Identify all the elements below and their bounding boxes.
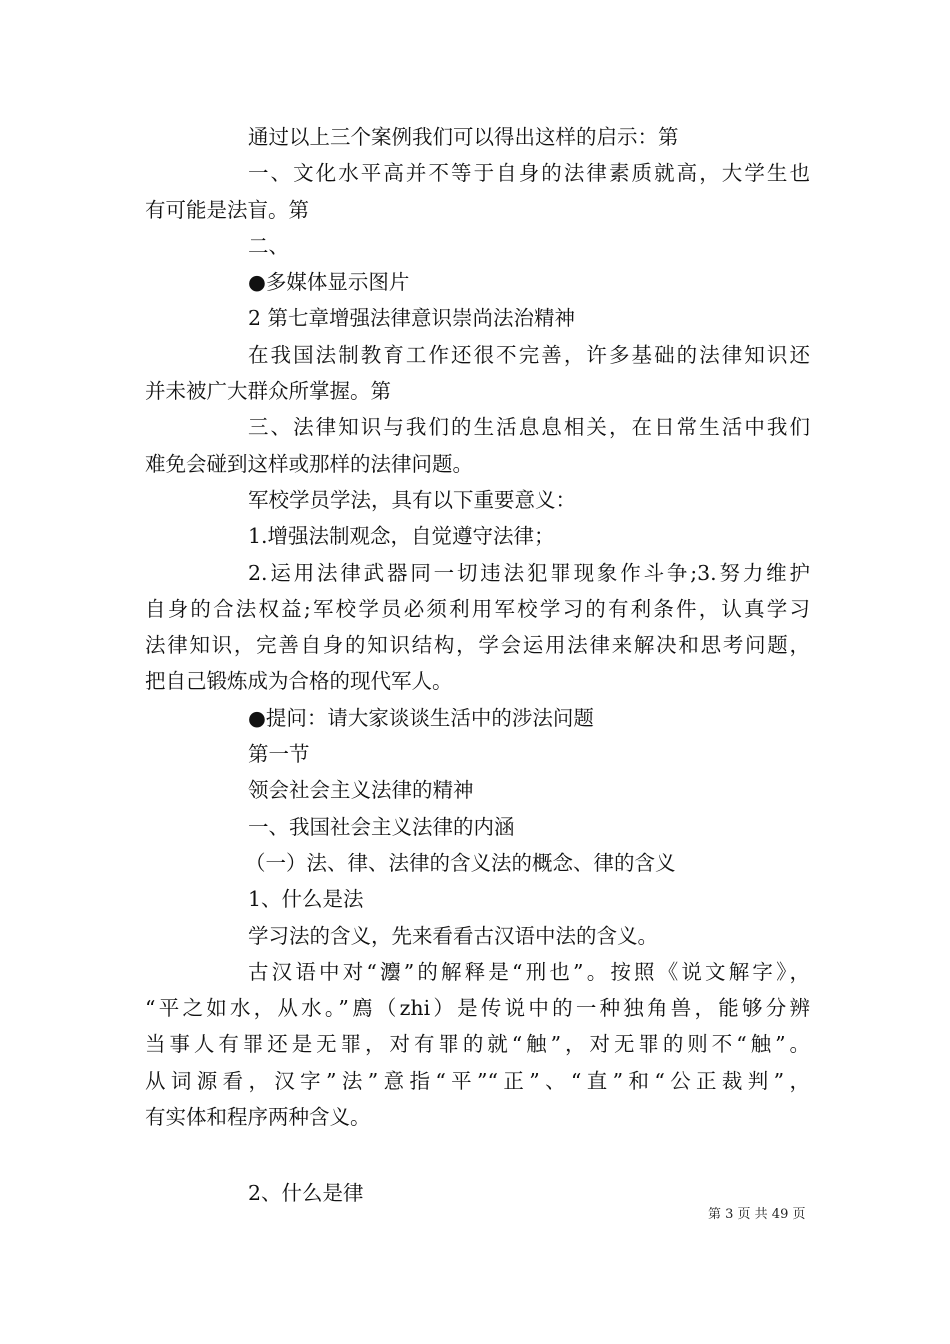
text-line: 有实体和程序两种含义。 [145,1105,371,1130]
text-line: 在我国法制教育工作还很不完善，许多基础的法律知识还 [248,342,810,367]
subsection-heading: 一、我国社会主义法律的内涵 [248,814,515,839]
section-heading: 第一节 [248,742,310,767]
text-line: 当事人有罪还是无罪，对有罪的就“触”，对无罪的则不“触”。 [145,1032,810,1057]
paragraph-gap [145,1135,810,1175]
section-title: 领会社会主义法律的精神 [248,778,474,803]
text-line: “平之如水，从水。”廌（zhi）是传说中的一种独角兽，能够分辨 [145,996,810,1021]
text-line: 二、 [248,233,289,258]
text-line: 自身的合法权益;军校学员必须利用军校学习的有利条件，认真学习 [145,596,810,621]
text-line: 1.增强法制观念，自觉遵守法律； [248,524,555,549]
text-line: 军校学员学法，具有以下重要意义： [248,487,576,512]
subsection-heading: （一）法、律、法律的含义法的概念、律的含义 [245,850,676,875]
page-number-footer: 第 3 页 共 49 页 [708,1207,806,1222]
text-line: ●多媒体显示图片 [248,270,410,295]
text-line: 并未被广大群众所掌握。第 [145,379,391,404]
text-line: 学习法的含义，先来看看古汉语中法的含义。 [248,923,658,948]
text-line: 一、文化水平高并不等于自身的法律素质就高，大学生也 [248,161,810,186]
subsection-heading: 1、什么是法 [248,887,364,912]
text-line: 从词源看，汉字”法”意指“平”“正”、“直”和“公正裁判”， [145,1068,810,1093]
text-line: 有可能是法盲。第 [145,197,309,222]
text-line: 通过以上三个案例我们可以得出这样的启示：第 [248,125,679,149]
text-line: ●提问：请大家谈谈生活中的涉法问题 [248,705,594,730]
text-line: 把自己锻炼成为合格的现代军人。 [145,669,453,694]
document-body [145,119,810,1212]
subsection-heading: 2、什么是律 [248,1181,364,1206]
text-line: 古汉语中对“灋”的解释是“刑也”。按照《说文解字》， [248,959,810,984]
text-line: 2 第七章增强法律意识崇尚法治精神 [248,306,576,331]
text-line: 三、法律知识与我们的生活息息相关，在日常生活中我们 [248,415,810,440]
text-line: 难免会碰到这样或那样的法律问题。 [145,451,473,476]
text-line: 2.运用法律武器同一切违法犯罪现象作斗争;3.努力维护 [248,560,810,585]
text-line: 法律知识，完善自身的知识结构，学会运用法律来解决和思考问题， [145,633,810,658]
